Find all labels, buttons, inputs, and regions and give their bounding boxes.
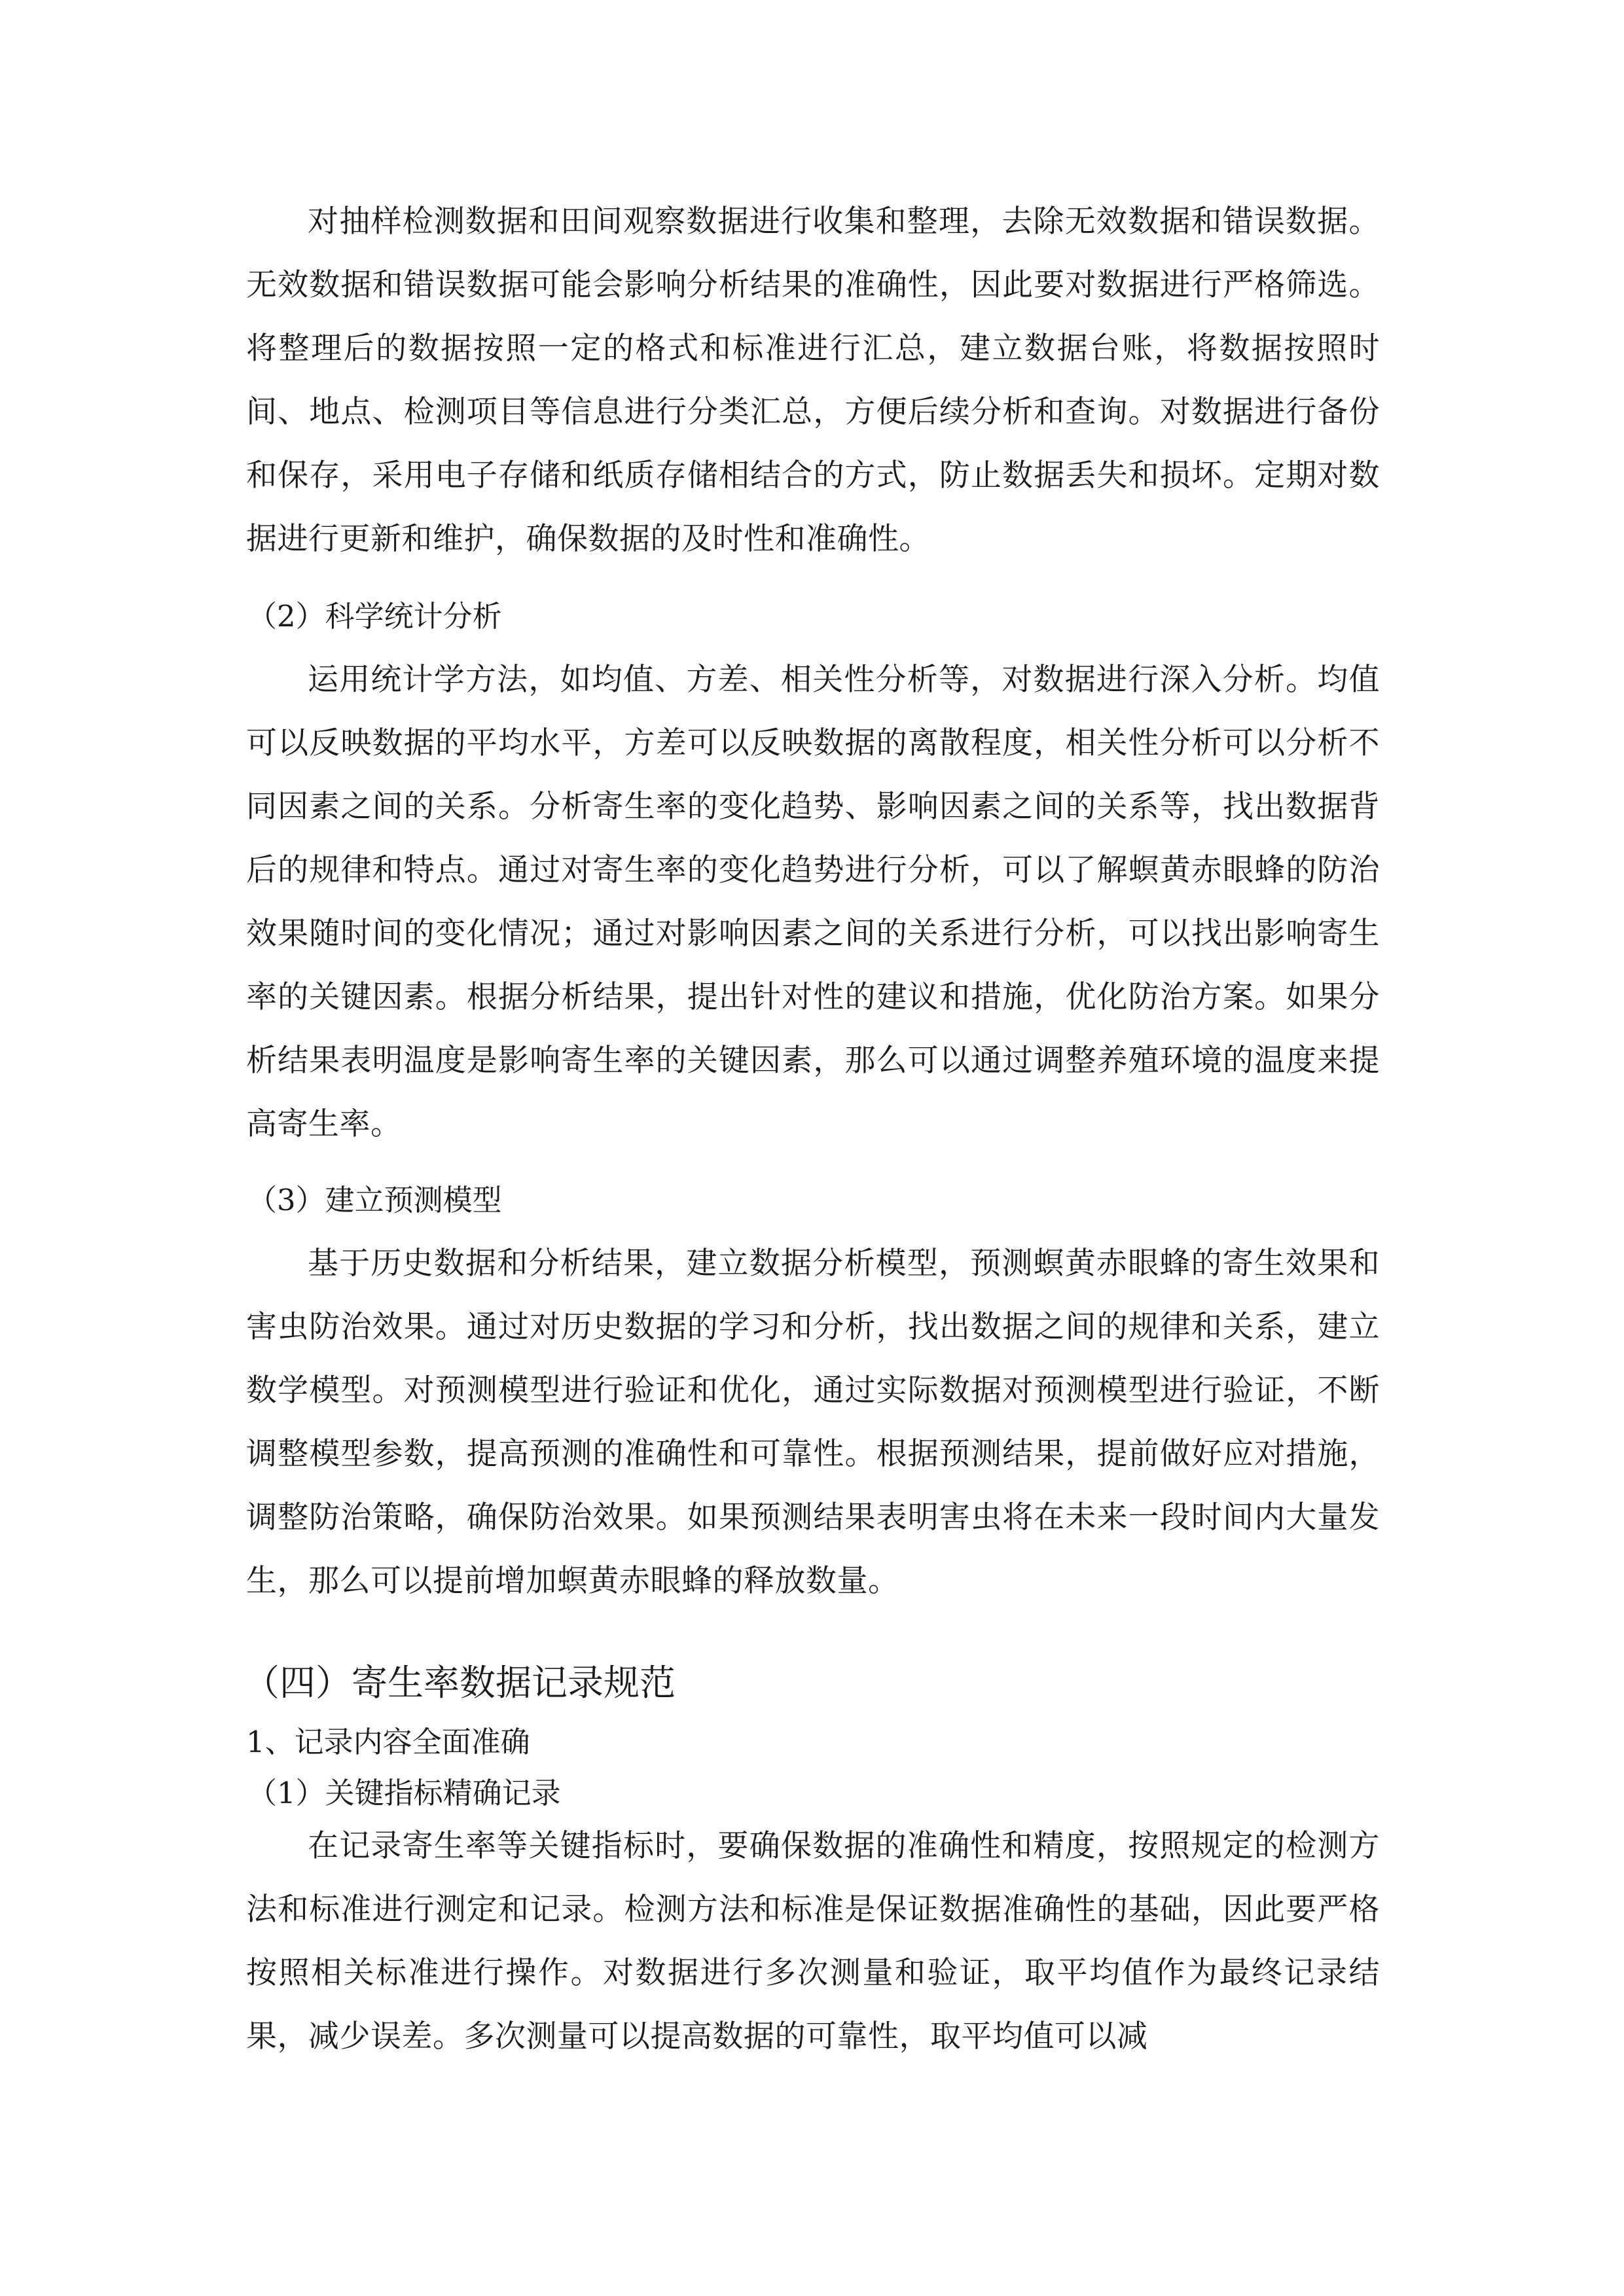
subheading-prediction-model: （3）建立预测模型 [247,1183,502,1217]
paragraph-prediction-model: 基于历史数据和分析结果，建立数据分析模型，预测螟黄赤眼蜂的寄生效果和害虫防治效果。通过对历史数据的学习和分析，找出数据之间的规律和关系，建立数学模型。对预测模型进行验证和优化，通过实际数据对预测模型进行验证，不断调整模型参数，提高预测的准确性和可靠性。根据预测结果，提前做好应对措施，调整防治策略，确保防治效果。如果预测结果表明害虫将在未来一段时间内大量发生，那么可以提前增加螟黄赤眼蜂的释放数量。 [246,1246,1380,1599]
paragraph-key-indicators: 在记录寄生率等关键指标时，要确保数据的准确性和精度，按照规定的检测方法和标准进行测定和记录。检测方法和标准是保证数据准确性的基础，因此要严格按照相关标准进行操作。对数据进行多次测量和验证，取平均值作为最终记录结果，减少误差。多次测量可以提高数据的可靠性，取平均值可以减 [246,1828,1380,2054]
subheading-key-indicators: （1）关键指标精确记录 [247,1776,561,1810]
subheading-statistical-analysis: （2）科学统计分析 [247,599,502,634]
paragraph-statistical-analysis: 运用统计学方法，如均值、方差、相关性分析等，对数据进行深入分析。均值可以反映数据的平均水平，方差可以反映数据的离散程度，相关性分析可以分析不同因素之间的关系。分析寄生率的变化趋势、影响因素之间的关系等，找出数据背后的规律和特点。通过对寄生率的变化趋势进行分析，可以了解螟黄赤眼蜂的防治效果随时间的变化情况；通过对影响因素之间的关系进行分析，可以找出影响寄生率的关键因素。根据分析结果，提出针对性的建议和措施，优化防治方案。如果分析结果表明温度是影响寄生率的关键因素，那么可以通过调整养殖环境的温度来提高寄生率。 [246,662,1380,1142]
heading-record-content: 1、记录内容全面准确 [246,1725,530,1759]
paragraph-data-collection: 对抽样检测数据和田间观察数据进行收集和整理，去除无效数据和错误数据。无效数据和错误数据可能会影响分析结果的准确性，因此要对数据进行严格筛选。将整理后的数据按照一定的格式和标准进行汇总，建立数据台账，将数据按照时间、地点、检测项目等信息进行分类汇总，方便后续分析和查询。对数据进行备份和保存，采用电子存储和纸质存储相结合的方式，防止数据丢失和损坏。定期对数据进行更新和维护，确保数据的及时性和准确性。 [246,204,1380,557]
section-title-parasitism-records: （四）寄生率数据记录规范 [244,1662,676,1704]
